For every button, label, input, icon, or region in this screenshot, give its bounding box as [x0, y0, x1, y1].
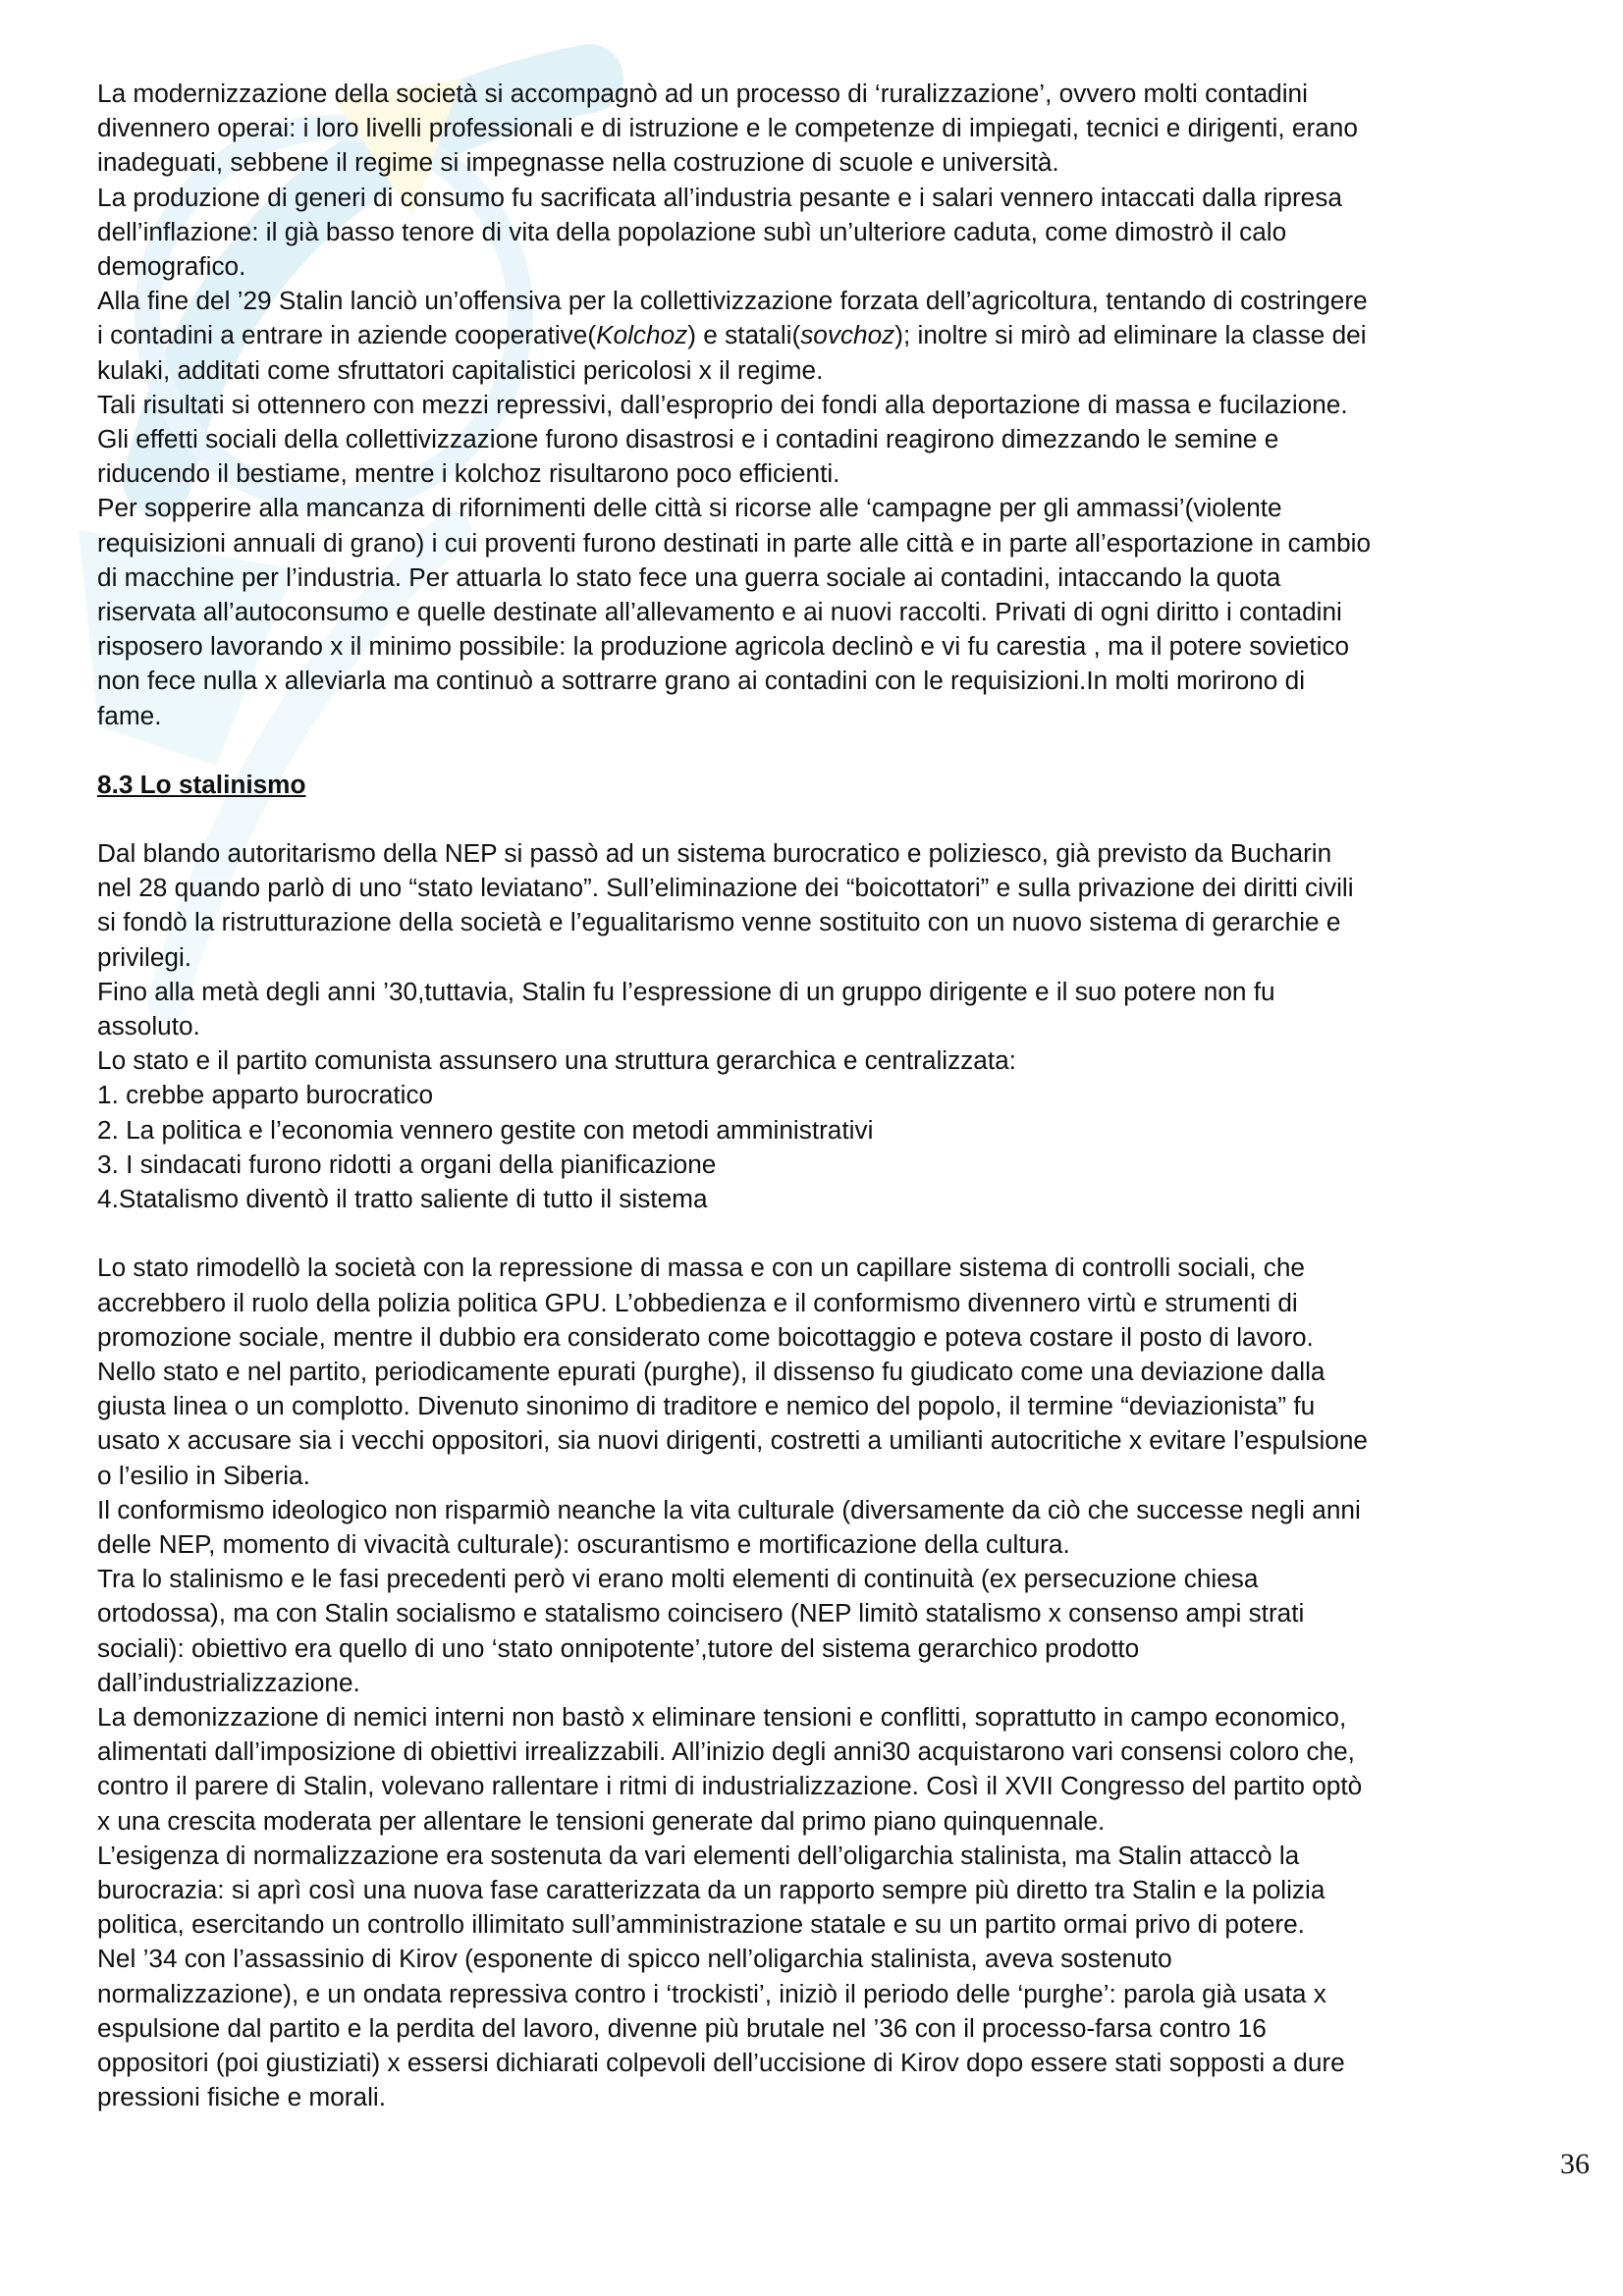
text-line: delle NEP, momento di vivacità culturale): oscurantismo e mortificazione della cultura.	[97, 1528, 1070, 1559]
text-line: Dal blando autoritarismo della NEP si passò ad un sistema burocratico e poliziesco, già previsto da Bucharin	[97, 838, 1332, 869]
paragraph	[97, 1700, 1599, 1839]
text-line: ortodossa), ma con Stalin socialismo e statalismo coincisero (NEP limitò statalismo x consenso ampi strati	[97, 1598, 1305, 1629]
text-line: L’esigenza di normalizzazione era sostenuta da vari elementi dell’oligarchia stalinista, ma Stalin attaccò la	[97, 1840, 1300, 1870]
text-line: La produzione di generi di consumo fu sacrificata all’industria pesante e i salari vennero intaccati dalla ripresa	[97, 182, 1342, 212]
list-item: 1. crebbe apparto burocratico	[97, 1080, 434, 1110]
text-line: espulsione dal partito e la perdita del lavoro, divenne più brutale nel ’36 con il processo-farsa contro 16	[97, 2012, 1267, 2043]
text-line: fame.	[97, 700, 162, 730]
text-line: riducendo il bestiame, mentre i kolchoz risultarono poco efficienti.	[97, 458, 840, 489]
text-line	[97, 318, 1599, 352]
section-heading: 8.3 Lo stalinismo	[97, 769, 306, 799]
text-line: Tra lo stalinismo e le fasi precedenti però vi erano molti elementi di continuità (ex persecuzione chiesa	[97, 1564, 1259, 1594]
text-line: sociali): obiettivo era quello di uno ‘stato onnipotente’,tutore del sistema gerarchico prodotto	[97, 1632, 1140, 1663]
paragraph	[97, 1043, 1599, 1216]
list-item: 4.Statalismo diventò il tratto saliente di tutto il sistema	[97, 1184, 708, 1214]
text-line: dall’industrializzazione.	[97, 1667, 360, 1697]
text-line: burocrazia: si aprì così una nuova fase caratterizzata da un rapporto sempre più diretto tra Stalin e la polizia	[97, 1874, 1325, 1904]
text-line: Lo stato rimodellò la società con la repressione di massa e con un capillare sistema di controlli sociali, che	[97, 1253, 1305, 1283]
page-number: 36	[1560, 2148, 1590, 2180]
text-line: si fondò la ristrutturazione della società e l’egualitarismo venne sostituito con un nuovo sistema di gerarchie e	[97, 907, 1341, 937]
text-line: Il conformismo ideologico non risparmiò neanche la vita culturale (diversamente da ciò che successe negli anni	[97, 1494, 1361, 1524]
term-kolchoz: Kolchoz	[596, 320, 688, 350]
paragraph	[97, 836, 1599, 975]
text-line: normalizzazione), e un ondata repressiva contro i ‘trockisti’, iniziò il periodo delle ‘purghe’: parola già usata x	[97, 1978, 1326, 2008]
text-line: assoluto.	[97, 1011, 200, 1041]
text-line: promozione sociale, mentre il dubbio era considerato come boicottaggio e poteva costare il posto di lavoro.	[97, 1321, 1314, 1352]
text-line: usato x accusare sia i vecchi oppositori, sia nuovi dirigenti, costretti a umilianti autocritiche x evitare l’espulsione	[97, 1425, 1368, 1456]
text-line: Tali risultati si ottennero con mezzi repressivi, dall’esproprio dei fondi alla deportazione di massa e fucilazione.	[97, 389, 1348, 419]
text-line: giusta linea o un complotto. Divenuto sinonimo di traditore e nemico del popolo, il termine “deviazionista” fu	[97, 1391, 1316, 1421]
text-line: Nello stato e nel partito, periodicamente epurati (purghe), il dissenso fu giudicato come una deviazione dalla	[97, 1356, 1325, 1386]
text-run: ); inoltre si mirò ad eliminare la classe dei	[894, 320, 1367, 350]
text-line: accrebbero il ruolo della polizia politica GPU. L’obbedienza e il conformismo divennero virtù e strumenti di	[97, 1287, 1298, 1317]
text-line: risposero lavorando x il minimo possibile: la produzione agricola declinò e vi fu carestia , ma il potere sovietico	[97, 631, 1350, 662]
paragraph	[97, 388, 1599, 492]
text-line: Nel ’34 con l’assassinio di Kirov (esponente di spicco nell’oligarchia stalinista, aveva sostenuto	[97, 1944, 1172, 1974]
text-line: politica, esercitando un controllo illimitato sull’amministrazione statale e su un partito ormai privo di potere.	[97, 1909, 1305, 1940]
text-line: requisizioni annuali di grano) i cui proventi furono destinati in parte alle città e in parte all’esportazione in cambio	[97, 527, 1372, 558]
text-line: inadeguati, sebbene il regime si impegnasse nella costruzione di scuole e università.	[97, 147, 1059, 178]
document-page	[97, 77, 1599, 2114]
paragraph	[97, 181, 1599, 285]
text-line: alimentati dall’imposizione di obiettivi irrealizzabili. All’inizio degli anni30 acquistarono vari consensi coloro che,	[97, 1736, 1355, 1767]
list-item: 3. I sindacati furono ridotti a organi della pianificazione	[97, 1148, 717, 1179]
text-line: riservata all’autoconsumo e quelle destinate all’allevamento e ai nuovi raccolti. Privati di ogni diritto i contadini	[97, 597, 1342, 627]
text-run: i contadini a entrare in aziende cooperative(	[97, 320, 597, 350]
text-line: Per sopperire alla mancanza di rifornimenti delle città si ricorse alle ‘campagne per gli ammassi’(violente	[97, 493, 1282, 523]
text-line: pressioni fisiche e morali.	[97, 2082, 386, 2112]
paragraph	[97, 1251, 1599, 1492]
text-line: La modernizzazione della società si accompagnò ad un processo di ‘ruralizzazione’, ovvero molti contadini	[97, 79, 1308, 108]
text-line: oppositori (poi giustiziati) x essersi dichiarati colpevoli dell’uccisione di Kirov dopo essere stati sopposti a dure	[97, 2047, 1345, 2077]
paragraph	[97, 1493, 1599, 1562]
text-run: ) e statali(	[687, 320, 801, 350]
paragraph	[97, 975, 1599, 1043]
text-line: divennero operai: i loro livelli professionali e di istruzione e le competenze di impiegati, tecnici e dirigenti, erano	[97, 113, 1358, 143]
paragraph	[97, 77, 1599, 181]
text-line: nel 28 quando parlò di uno “stato leviatano”. Sull’eliminazione dei “boicottatori” e sulla privazione dei diritti civili	[97, 873, 1354, 903]
text-line: contro il parere di Stalin, volevano rallentare i ritmi di industrializzazione. Così il XVII Congresso del partito optò	[97, 1771, 1363, 1801]
text-line: demografico.	[97, 251, 246, 282]
text-line: non fece nulla x alleviarla ma continuò a sottrarre grano ai contadini con le requisizioni.In molti morirono di	[97, 666, 1306, 696]
paragraph	[97, 284, 1599, 388]
paragraph	[97, 1839, 1599, 1943]
paragraph	[97, 491, 1599, 732]
text-line: o l’esilio in Siberia.	[97, 1460, 310, 1490]
text-line: kulaki, additati come sfruttatori capitalistici pericolosi x il regime.	[97, 354, 824, 385]
text-line: Lo stato e il partito comunista assunsero una struttura gerarchica e centralizzata:	[97, 1045, 1016, 1076]
text-line: La demonizzazione di nemici interni non bastò x eliminare tensioni e conflitti, soprattutto in campo economico,	[97, 1701, 1347, 1732]
text-line: Gli effetti sociali della collettivizzazione furono disastrosi e i contadini reagirono dimezzando le semine e	[97, 424, 1279, 454]
text-line: Fino alla metà degli anni ’30,tuttavia, Stalin fu l’espressione di un gruppo dirigente e il suo potere non fu	[97, 976, 1275, 1006]
text-line: x una crescita moderata per allentare le tensioni generate dal primo piano quinquennale.	[97, 1805, 1106, 1836]
list-item: 2. La politica e l’economia vennero gestite con metodi amministrativi	[97, 1114, 874, 1145]
text-line: privilegi.	[97, 941, 192, 972]
term-sovchoz: sovchoz	[800, 320, 895, 350]
text-line: Alla fine del ’29 Stalin lanciò un’offensiva per la collettivizzazione forzata dell’agricoltura, tentando di costringere	[97, 286, 1368, 316]
paragraph	[97, 1942, 1599, 2114]
text-line: dell’inflazione: il già basso tenore di vita della popolazione subì un’ulteriore caduta, come dimostrò il calo	[97, 216, 1287, 246]
text-line: di macchine per l’industria. Per attuarla lo stato fece una guerra sociale ai contadini, intaccando la quota	[97, 561, 1281, 592]
paragraph	[97, 1562, 1599, 1700]
